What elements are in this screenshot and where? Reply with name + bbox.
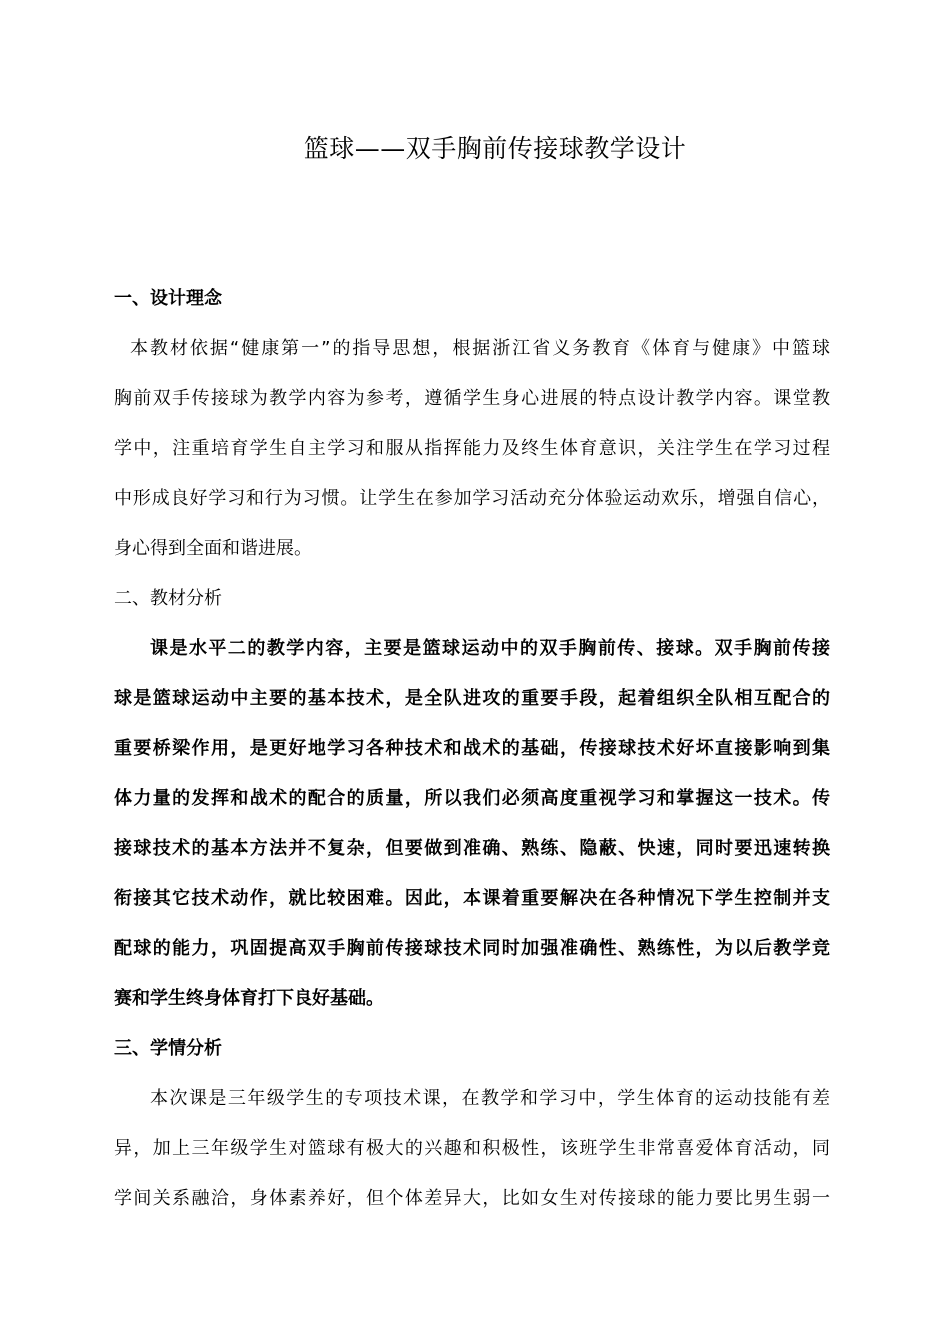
document-title: 篮球——双手胸前传接球教学设计 [303,134,687,163]
paragraph-line: 衔接其它技术动作，就比较困难。因此，本课着重要解决在各种情况下学生控制并支 [114,888,830,909]
section-paragraph-material-analysis [114,633,830,1015]
paragraph-line: 本次课是三年级学生的专项技术课，在教学和学习中，学生体育的运动技能有差 [150,1088,830,1109]
paragraph-line: 课是水平二的教学内容，主要是篮球运动中的双手胸前传、接球。双手胸前传接 [150,638,830,659]
section-heading-learner-analysis: 三、学情分析 [114,1038,222,1059]
paragraph-line: 接球技术的基本方法并不复杂，但要做到准确、熟练、隐蔽、快速，同时要迅速转换 [114,838,830,859]
paragraph-line: 本教材依据“健康第一”的指导思想，根据浙江省义务教育《体育与健康》中篮球 [130,338,830,359]
paragraph-line: 配球的能力，巩固提高双手胸前传接球技术同时加强准确性、熟练性，为以后教学竞 [114,938,830,959]
paragraph-line: 身心得到全面和谐进展。 [114,538,312,559]
paragraph-line: 异，加上三年级学生对篮球有极大的兴趣和积极性，该班学生非常喜爱体育活动，同 [114,1138,830,1159]
paragraph-line: 赛和学生终身体育打下良好基础。 [114,988,384,1009]
paragraph-line: 球是篮球运动中主要的基本技术，是全队进攻的重要手段，起着组织全队相互配合的 [114,688,830,709]
section-heading-material-analysis: 二、教材分析 [114,588,222,609]
paragraph-line: 学中，注重培育学生自主学习和服从指挥能力及终生体育意识，关注学生在学习过程 [114,438,830,459]
paragraph-line: 胸前双手传接球为教学内容为参考，遵循学生身心进展的特点设计教学内容。课堂教 [114,388,830,409]
paragraph-line: 学间关系融洽，身体素养好，但个体差异大，比如女生对传接球的能力要比男生弱一 [114,1188,830,1209]
document-body [114,283,830,1233]
paragraph-line: 体力量的发挥和战术的配合的质量，所以我们必须高度重视学习和掌握这一技术。传 [114,788,830,809]
paragraph-line: 中形成良好学习和行为习惯。让学生在参加学习活动充分体验运动欢乐，增强自信心， [114,488,830,509]
paragraph-line: 重要桥梁作用，是更好地学习各种技术和战术的基础，传接球技术好坏直接影响到集 [114,738,830,759]
section-paragraph-learner-analysis [114,1083,830,1215]
section-paragraph-design-concept [114,333,830,565]
section-heading-design-concept: 一、设计理念 [114,288,222,309]
